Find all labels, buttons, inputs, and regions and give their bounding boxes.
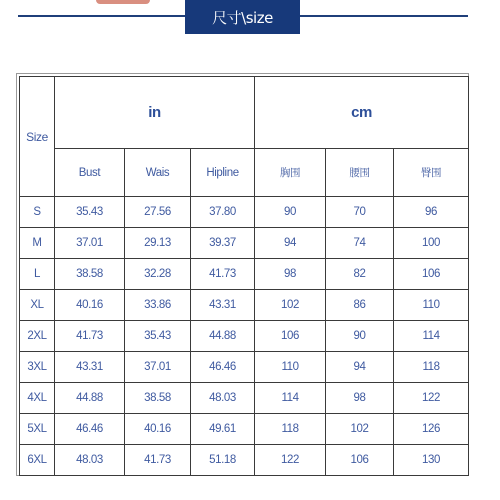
waist-cm-cell: 90 (326, 321, 394, 352)
waist-cm-cell: 102 (326, 414, 394, 445)
waist-cm-cell: 70 (326, 197, 394, 228)
product-photo-fragment (96, 0, 150, 4)
bust-cm-cell: 110 (255, 352, 326, 383)
size-chart-table (19, 76, 469, 476)
hip-in-cell: 48.03 (191, 383, 255, 414)
hip-in-header: Hipline (191, 149, 255, 197)
waist-cm-cell: 74 (326, 228, 394, 259)
waist-in-cell: 33.86 (125, 290, 191, 321)
size-cell: 6XL (20, 445, 55, 476)
unit-header-row (20, 77, 469, 149)
bust-in-cell: 40.16 (55, 290, 125, 321)
bust-cm-cell: 98 (255, 259, 326, 290)
hip-cm-cell: 126 (394, 414, 469, 445)
hip-cm-cell: 100 (394, 228, 469, 259)
bust-in-cell: 38.58 (55, 259, 125, 290)
header-rule-right (300, 15, 468, 17)
waist-in-cell: 32.28 (125, 259, 191, 290)
waist-cm-cell: 86 (326, 290, 394, 321)
waist-in-cell: 40.16 (125, 414, 191, 445)
waist-cm-cell: 98 (326, 383, 394, 414)
bust-in-header: Bust (55, 149, 125, 197)
waist-cm-header: 腰围 (326, 149, 394, 197)
bust-in-cell: 43.31 (55, 352, 125, 383)
size-cell: 4XL (20, 383, 55, 414)
hip-in-cell: 49.61 (191, 414, 255, 445)
size-cell: XL (20, 290, 55, 321)
table-row (20, 197, 469, 228)
hip-cm-cell: 130 (394, 445, 469, 476)
hip-in-cell: 43.31 (191, 290, 255, 321)
bust-cm-cell: 106 (255, 321, 326, 352)
hip-cm-cell: 118 (394, 352, 469, 383)
hip-in-cell: 51.18 (191, 445, 255, 476)
table-row (20, 383, 469, 414)
hip-in-cell: 44.88 (191, 321, 255, 352)
hip-in-cell: 46.46 (191, 352, 255, 383)
waist-in-cell: 38.58 (125, 383, 191, 414)
hip-cm-cell: 122 (394, 383, 469, 414)
measure-header-row (20, 149, 469, 197)
waist-in-cell: 29.13 (125, 228, 191, 259)
bust-cm-header: 胸围 (255, 149, 326, 197)
size-cell: S (20, 197, 55, 228)
size-cell: 5XL (20, 414, 55, 445)
size-cell: 3XL (20, 352, 55, 383)
bust-in-cell: 48.03 (55, 445, 125, 476)
waist-cm-cell: 94 (326, 352, 394, 383)
size-cell: 2XL (20, 321, 55, 352)
hip-cm-header: 臀围 (394, 149, 469, 197)
bust-cm-cell: 90 (255, 197, 326, 228)
table-row (20, 321, 469, 352)
waist-in-cell: 27.56 (125, 197, 191, 228)
bust-in-cell: 37.01 (55, 228, 125, 259)
bust-cm-cell: 102 (255, 290, 326, 321)
waist-in-header: Wais (125, 149, 191, 197)
hip-cm-cell: 106 (394, 259, 469, 290)
size-title-banner (185, 0, 300, 34)
hip-in-cell: 39.37 (191, 228, 255, 259)
table-row (20, 445, 469, 476)
bust-cm-cell: 114 (255, 383, 326, 414)
table-row (20, 290, 469, 321)
hip-in-cell: 37.80 (191, 197, 255, 228)
hip-cm-cell: 96 (394, 197, 469, 228)
header-rule-left (18, 15, 185, 17)
bust-in-cell: 46.46 (55, 414, 125, 445)
size-column-header: Size (20, 77, 55, 197)
size-rows (20, 197, 469, 476)
bust-cm-cell: 122 (255, 445, 326, 476)
bust-in-cell: 44.88 (55, 383, 125, 414)
hip-cm-cell: 114 (394, 321, 469, 352)
waist-in-cell: 41.73 (125, 445, 191, 476)
waist-cm-cell: 82 (326, 259, 394, 290)
table-row (20, 414, 469, 445)
bust-in-cell: 41.73 (55, 321, 125, 352)
size-cell: M (20, 228, 55, 259)
hip-in-cell: 41.73 (191, 259, 255, 290)
waist-in-cell: 37.01 (125, 352, 191, 383)
waist-cm-cell: 106 (326, 445, 394, 476)
waist-in-cell: 35.43 (125, 321, 191, 352)
hip-cm-cell: 110 (394, 290, 469, 321)
table-row (20, 228, 469, 259)
bust-cm-cell: 94 (255, 228, 326, 259)
table-row (20, 259, 469, 290)
bust-cm-cell: 118 (255, 414, 326, 445)
size-title-text: 尺寸\size (212, 8, 273, 27)
unit-cm-header: cm (255, 77, 469, 149)
unit-in-header: in (55, 77, 255, 149)
size-cell: L (20, 259, 55, 290)
table-row (20, 352, 469, 383)
bust-in-cell: 35.43 (55, 197, 125, 228)
